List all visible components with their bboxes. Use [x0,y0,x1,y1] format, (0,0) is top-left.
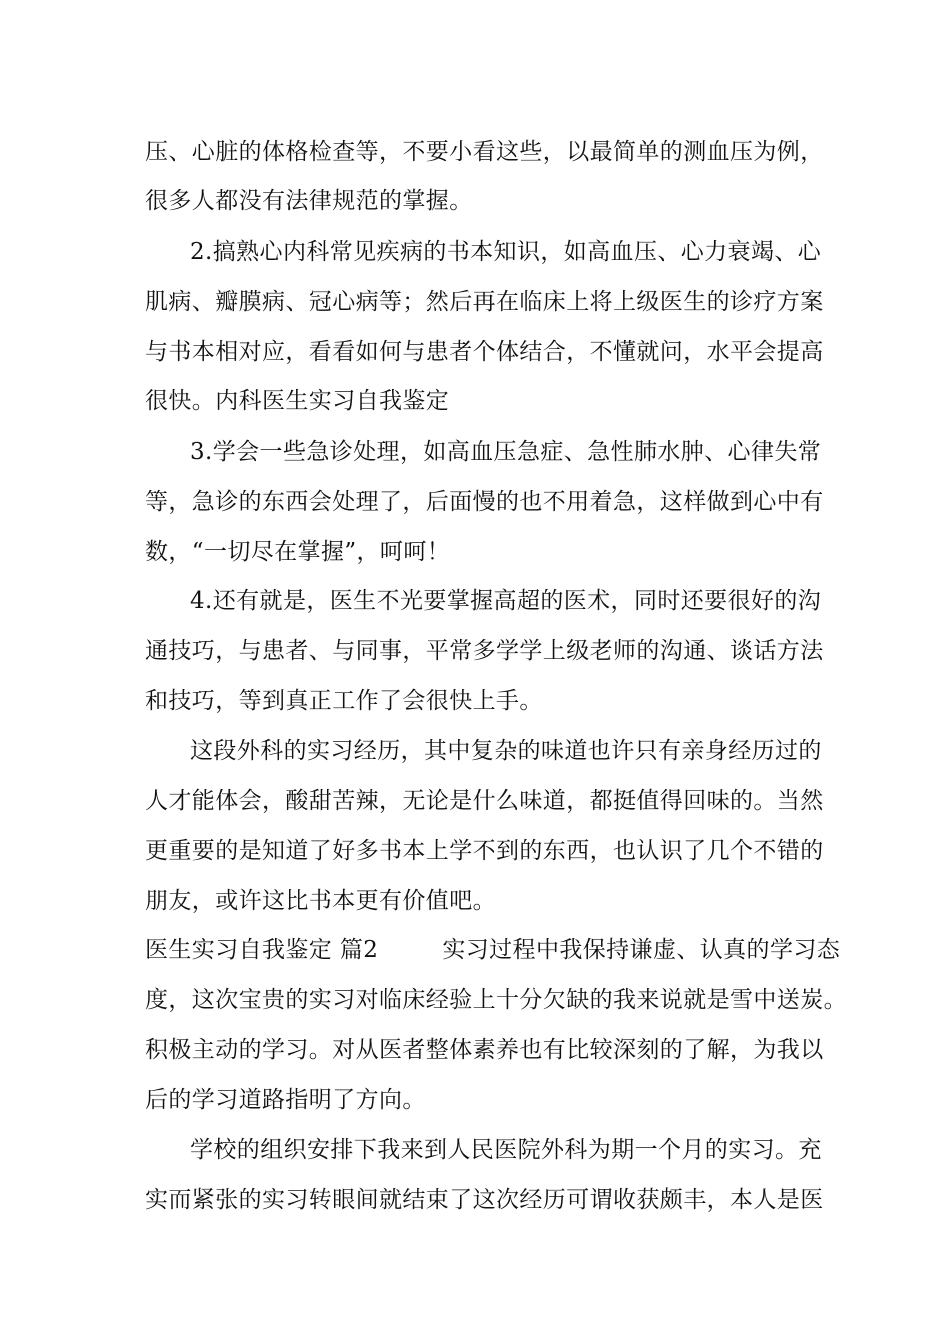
text-line: 和技巧，等到真正工作了会很快上手。 [145,688,543,714]
text-line: 朋友，或许这比书本更有价值吧。 [145,888,496,914]
text-line: 通技巧，与患者、与同事，平常多学学上级老师的沟通、谈话方法 [145,638,824,664]
text-line: 压、心脏的体格检查等，不要小看这些，以最简单的测血压为例， [145,139,824,165]
text-line: 度，这次宝贵的实习对临床经验上十分欠缺的我来说就是雪中送炭。 [145,987,847,1013]
section-heading-line [145,935,840,965]
text-line: 与书本相对应，看看如何与患者个体结合，不懂就问，水平会提高 [145,339,824,365]
text-line: 肌病、瓣膜病、冠心病等；然后再在临床上将上级医生的诊疗方案 [145,289,824,315]
section-first-line: 实习过程中我保持谦虚、认真的学习态 [442,937,841,963]
text-line: 数，“一切尽在掌握”，呵呵！ [145,539,451,565]
text-line: 后的学习道路指明了方向。 [145,1087,426,1113]
text-line: 积极主动的学习。对从医者整体素养也有比较深刻的了解，为我以 [145,1037,824,1063]
text-line: 2.搞熟心内科常见疾病的书本知识，如高血压、心力衰竭、心 [190,239,822,265]
text-line: 4.还有就是，医生不光要掌握高超的医术，同时还要很好的沟 [190,588,822,614]
text-line: 3.学会一些急诊处理，如高血压急症、急性肺水肿、心律失常 [190,439,822,465]
text-line: 实而紧张的实习转眼间就结束了这次经历可谓收获颇丰，本人是医 [145,1187,824,1213]
section-heading: 医生实习自我鉴定 篇2 [145,937,379,963]
text-line: 学校的组织安排下我来到人民医院外科为期一个月的实习。充 [190,1137,822,1163]
text-line: 更重要的是知道了好多书本上学不到的东西，也认识了几个不错的 [145,838,824,864]
text-line: 很多人都没有法律规范的掌握。 [145,188,473,214]
text-line: 等，急诊的东西会处理了，后面慢的也不用着急，这样做到心中有 [145,489,824,515]
text-line: 这段外科的实习经历，其中复杂的味道也许只有亲身经历过的 [190,738,822,764]
text-line: 很快。内科医生实习自我鉴定 [145,388,450,414]
text-line: 人才能体会，酸甜苦辣，无论是什么味道，都挺值得回味的。当然 [145,788,824,814]
